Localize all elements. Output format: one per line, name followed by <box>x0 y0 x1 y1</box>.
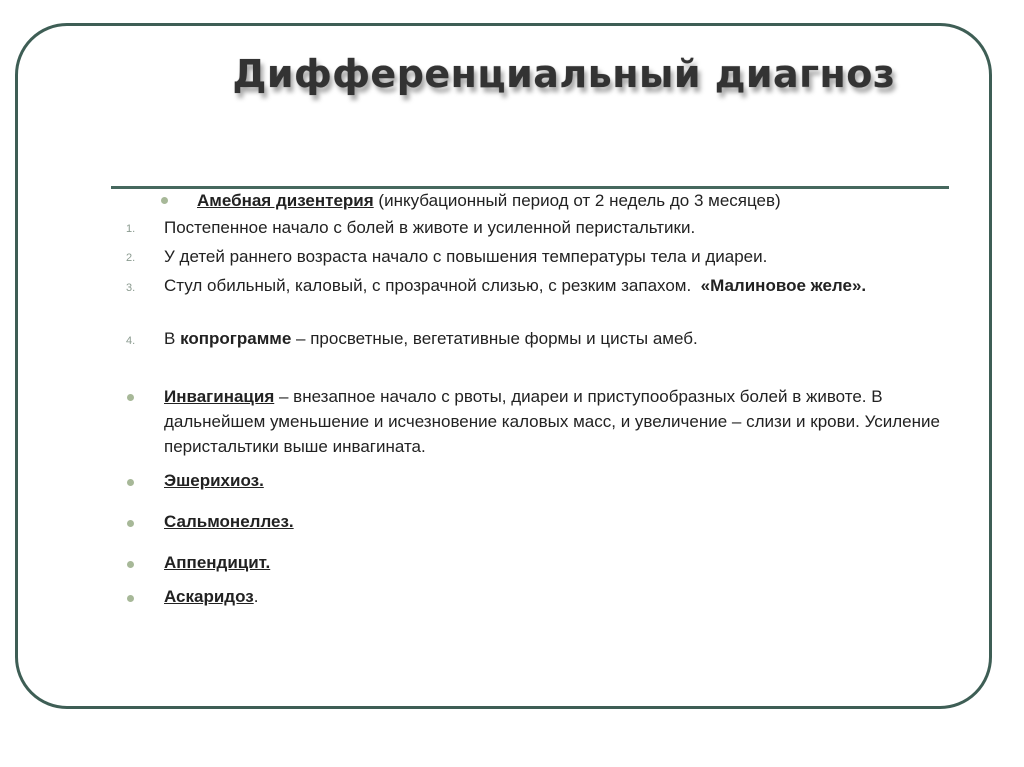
item-number: 3. <box>126 282 136 294</box>
slide-frame <box>15 23 992 709</box>
item-number: 4. <box>126 335 136 347</box>
bullet-icon <box>161 197 168 204</box>
item-number: 1. <box>126 223 136 235</box>
disease-appendicitis: Аппендицит. <box>164 553 271 572</box>
amoebic-item-3-text: Стул обильный, каловый, с прозрачной слизью, с резким запахом. <box>164 276 692 295</box>
bullet-icon <box>127 561 134 568</box>
disease-ascariasis-line <box>164 584 258 609</box>
amoebic-item-1: Постепенное начало с болей в животе и усиленной перистальтики. <box>164 218 696 237</box>
invagination-paragraph <box>164 384 944 459</box>
amoebic-item-4-rest: – просветные, вегетативные формы и цисты амеб. <box>296 329 698 348</box>
item-number: 2. <box>126 252 136 264</box>
disease-salmonellosis: Сальмонеллез. <box>164 512 294 531</box>
amoebic-item-3 <box>164 273 939 298</box>
amoebic-item-4 <box>164 326 698 351</box>
amoebic-item-4-prefix: В <box>164 329 176 348</box>
invagination-name: Инвагинация <box>164 387 275 406</box>
slide-title: Дифференциальный диагноз <box>232 52 896 96</box>
amoebic-item-3-bold: «Малиновое желе». <box>700 276 867 295</box>
bullet-icon <box>127 520 134 527</box>
amoebic-item-4-bold: копрограмме <box>180 329 292 348</box>
bullet-icon <box>127 394 134 401</box>
amoebic-heading <box>197 188 781 213</box>
amoebic-name: Амебная дизентерия <box>197 191 374 210</box>
bullet-icon <box>127 479 134 486</box>
invagination-text: – внезапное начало с рвоты, диареи и приступообразных болей в животе. В дальнейшем уменьшение и исчезновение каловых масс, и увеличение – слизи и крови. Усиление перистальтики выше инвагината. <box>164 387 940 456</box>
bullet-icon <box>127 595 134 602</box>
disease-escherichiosis: Эшерихиоз. <box>164 471 264 490</box>
amoebic-item-2: У детей раннего возраста начало с повышения температуры тела и диареи. <box>164 247 768 266</box>
disease-ascariasis: Аскаридоз <box>164 587 254 606</box>
trailing-period: . <box>253 587 259 606</box>
amoebic-note: (инкубационный период от 2 недель до 3 месяцев) <box>378 191 781 210</box>
